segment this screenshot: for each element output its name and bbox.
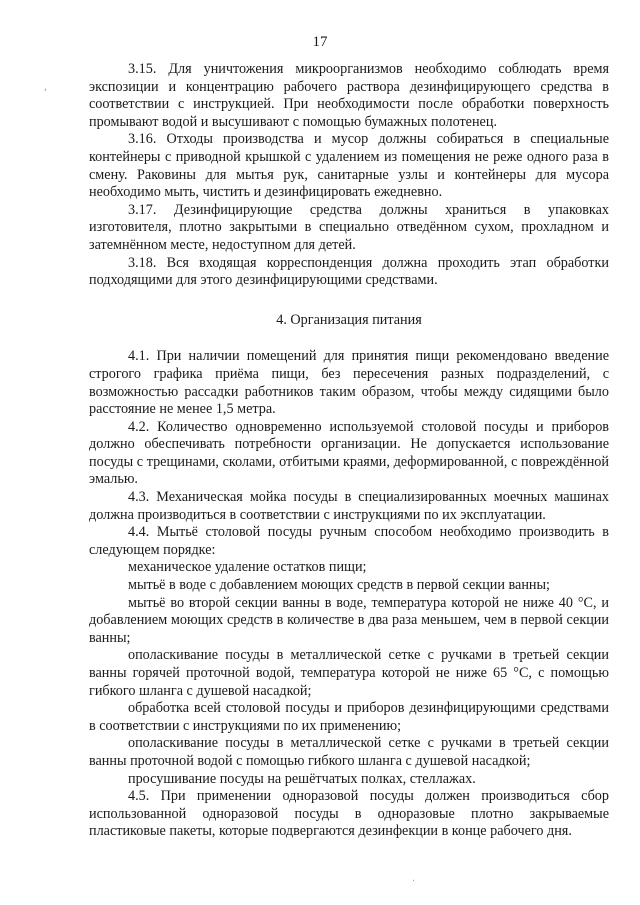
paragraph-3-17: 3.17. Дезинфицирующие средства должны храниться в упаковках изготовителя, плотно закрытыми в специально отведённом сухом, прохладном и затемнённом месте, недоступном для детей. [89,201,609,253]
list-item: механическое удаление остатков пищи; [128,559,367,576]
page-number: 17 [312,34,328,50]
list-item: ополаскивание посуды в металлической сетке с ручками в третьей секции ванны проточной водой с помощью гибкого шланга с душевой насадкой; [89,735,609,769]
paragraph-4-4: 4.4. Мытьё столовой посуды ручным способом необходимо производить в следующем порядке: [89,524,609,558]
list-item: ополаскивание посуды в металлической сетке с ручками в третьей секции ванны горячей проточной водой, температура которой не ниже 65 °С, с помощью гибкого шланга с душевой насадкой; [89,647,609,699]
document-body [89,61,609,841]
section-heading: 4. Организация питания [276,311,422,328]
paragraph-4-5: 4.5. При применении одноразовой посуды должен производиться сбор использованной одноразовой посуды в одноразовые плотно закрываемые пластиковые пакеты, которые подвергаются дезинфекции в конце рабочего дня. [89,788,609,840]
paragraph-3-18: 3.18. Вся входящая корреспонденция должна проходить этап обработки подходящими для этого дезинфицирующими средствами. [89,254,609,289]
paragraph-3-16: 3.16. Отходы производства и мусор должны собираться в специальные контейнеры с приводной крышкой с удалением из помещения не реже одного раза в смену. Раковины для мытья рук, санитарные узлы и контейнеры для мусора необходимо мыть, чистить и дезинфицировать ежедневно. [89,131,609,201]
paragraph-4-2: 4.2. Количество одновременно используемой столовой посуды и приборов должно обеспечивать потребности организации. Не допускается использование посуды с трещинами, сколами, отбитыми краями, деформированной, с повреждённой эмалью. [89,418,609,488]
paragraph-4-1: 4.1. При наличии помещений для принятия пищи рекомендовано введение строгого графика приёма пищи, без пересечения разных подразделений, с возможностью рассадки работников таким образом, чтобы между сидящими было расстояние не менее 1,5 метра. [89,348,609,418]
paragraph-4-3: 4.3. Механическая мойка посуды в специализированных моечных машинах должна производиться в соответствии с инструкциями по их эксплуатации. [89,489,609,523]
scan-speck-mark: , [44,82,48,93]
list-item: обработка всей столовой посуды и приборов дезинфицирующими средствами в соответствии с инструкциями по их применению; [89,700,609,734]
paragraph-3-15: 3.15. Для уничтожения микроорганизмов необходимо соблюдать время экспозиции и концентрацию рабочего раствора дезинфицирующего средства в соответствии с инструкцией. При необходимости после обработки поверхность промывают водой и высушивают с помощью бумажных полотенец. [89,61,609,130]
list-item: мытьё во второй секции ванны в воде, температура которой не ниже 40 °С, и добавлением моющих средств в количестве в два раза меньшем, чем в первой секции ванны; [89,594,609,646]
list-item: просушивание посуды на решётчатых полках, стеллажах. [128,770,476,787]
scan-speck-mark: · [412,876,416,887]
list-item: мытьё в воде с добавлением моющих средств в первой секции ванны; [128,577,550,594]
